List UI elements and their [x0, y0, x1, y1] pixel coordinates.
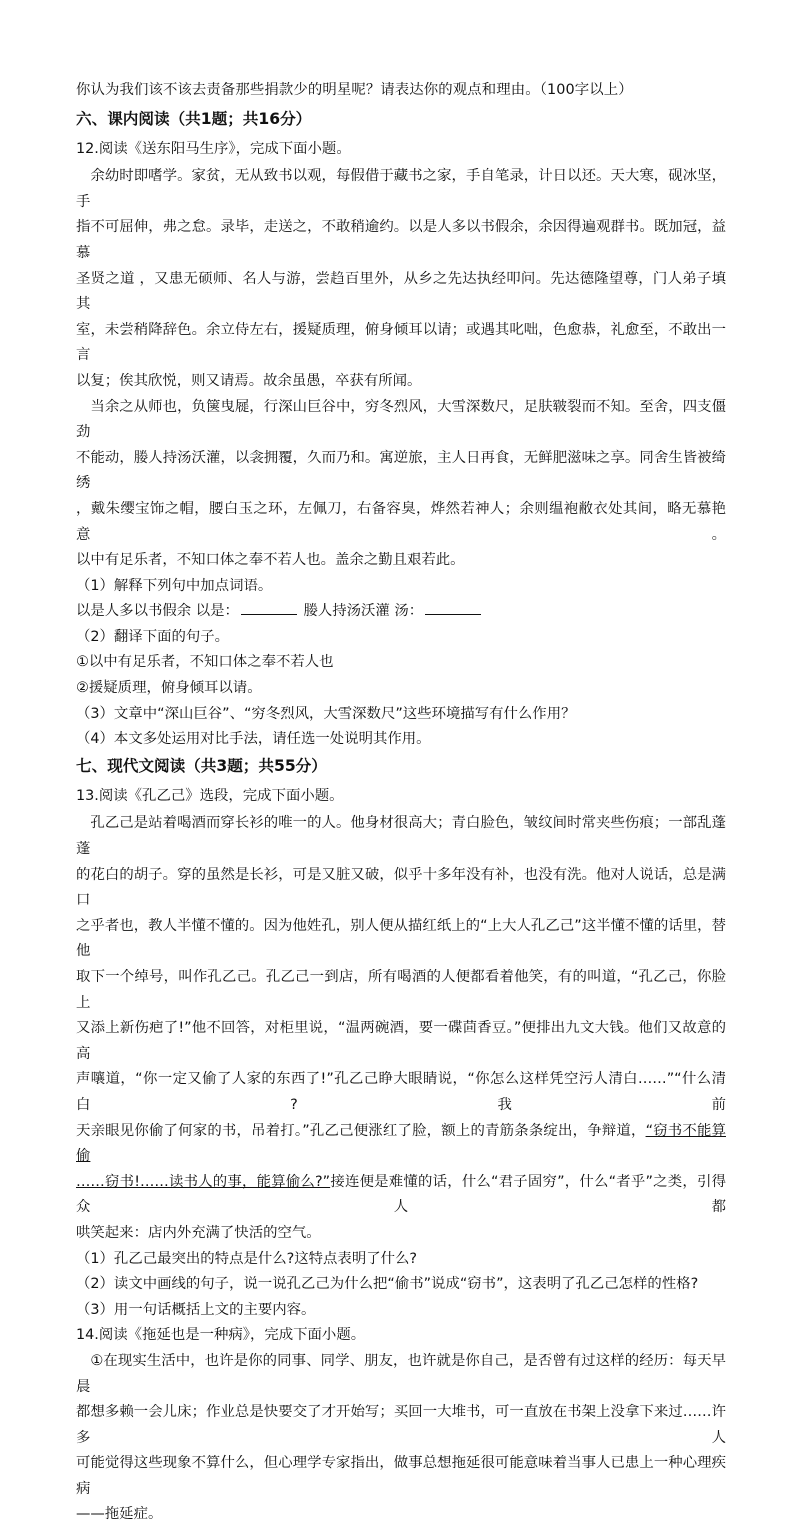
passage-line [76, 1119, 726, 1170]
answer-blank[interactable] [425, 600, 481, 615]
document-content [76, 78, 726, 1528]
passage-tuoyan [76, 1349, 726, 1528]
passage-line: 圣贤之道 ，又患无硕师、名人与游，尝趋百里外，从乡之先达执经叩问。先达德隆望尊，门人弟子填其 [76, 270, 726, 313]
answer-blank[interactable] [241, 600, 297, 615]
passage-line: 当余之从师也，负箧曳屣，行深山巨谷中，穷冬烈风，大雪深数尺，足肤皲裂而不知。至舍，四支僵劲 [76, 398, 726, 441]
question-13-prompt: 13.阅读《孔乙己》选段，完成下面小题。 [76, 787, 344, 804]
passage-line: 指不可屈伸，弗之怠。录毕，走送之，不敢稍逾约。以是人多以书假余，余因得遍观群书。既加冠，益慕 [76, 219, 726, 261]
passage-line [76, 1170, 726, 1221]
q12-sub-2-a: ①以中有足乐者，不知口体之奉不若人也 [76, 654, 334, 671]
q12-sub-2-b: ②援疑质理，俯身倾耳以请。 [76, 680, 262, 697]
passage-line: 的花白的胡子。穿的虽然是长衫，可是又脏又破，似乎十多年没有补，也没有洗。他对人说话，总是满口 [76, 866, 726, 909]
passage-line: 孔乙己是站着喝酒而穿长衫的唯一的人。他身材很高大；青白脸色，皱纹间时常夹些伤痕；一部乱蓬蓬 [76, 815, 726, 858]
underlined-sentence: ……窃书!……读书人的事，能算偷么?” [76, 1173, 331, 1190]
passage-line: 余幼时即嗜学。家贫，无从致书以观，每假借于藏书之家，手自笔录，计日以还。天大寒，砚冰坚，手 [76, 168, 726, 210]
passage-line: 可能觉得这些现象不算什么，但心理学专家指出，做事总想拖延很可能意味着当事人已患上一种心理疾病 [76, 1455, 726, 1497]
passage-line: 不能动，媵人持汤沃灌，以衾拥覆，久而乃和。寓逆旅，主人日再食，无鲜肥滋味之享。同舍生皆被绮绣 [76, 449, 726, 492]
passage-line: 以中有足乐者，不知口体之奉不若人也。盖余之勤且艰若此。 [76, 552, 465, 569]
q12-item-a: 以是人多以书假余 以是： [76, 603, 239, 620]
passage-text: 接连便是难懂的话，什么“君子固穷”，什么“者乎”之类，引得众人都 [76, 1173, 726, 1216]
q13-sub-1: （1）孔乙己最突出的特点是什么?这特点表明了什么? [76, 1250, 418, 1267]
passage-line: ，戴朱缨宝饰之帽，腰白玉之环，左佩刀，右备容臭，烨然若神人；余则缊袍敝衣处其间，略无慕艳意。 [76, 500, 726, 543]
passage-kongyiji [76, 811, 726, 1246]
passage-songdongyang [76, 164, 726, 574]
passage-line: ①在现实生活中，也许是你的同事、同学、朋友，也许就是你自己，是否曾有过这样的经历：每天早晨 [76, 1352, 726, 1395]
section-heading-6: 六、课内阅读（共1题；共16分） [76, 109, 312, 128]
section-heading-7: 七、现代文阅读（共3题；共55分） [76, 756, 327, 775]
intro-question: 你认为我们该不该去责备那些捐款少的明星呢？请表达你的观点和理由。（100字以上） [76, 82, 633, 98]
q12-sub-1: （1）解释下列句中加点词语。 [76, 577, 273, 594]
passage-line: 都想多赖一会儿床；作业总是快要交了才开始写；买回一大堆书，可一直放在书架上没拿下来过……许多人 [76, 1404, 726, 1446]
passage-line: 取下一个绰号，叫作孔乙己。孔乙己一到店，所有喝酒的人便都看着他笑，有的叫道，“孔乙己，你脸上 [76, 969, 726, 1011]
q12-sub-3: （3）文章中“深山巨谷”、“穷冬烈风，大雪深数尺”这些环境描写有什么作用？ [76, 705, 576, 722]
q13-sub-2: （2）读文中画线的句子，说一说孔乙己为什么把“偷书”说成“窃书”，这表明了孔乙己怎样的性格? [76, 1276, 699, 1293]
passage-line: ——拖延症。 [76, 1506, 163, 1523]
q12-sub-2: （2）翻译下面的句子。 [76, 628, 230, 645]
passage-text: 天亲眼见你偷了何家的书，吊着打。”孔乙己便涨红了脸，额上的青筋条条绽出，争辩道， [76, 1122, 646, 1139]
passage-line: 声嚷道，“你一定又偷了人家的东西了!”孔乙己睁大眼睛说，“你怎么这样凭空污人清白……”“什么清白?我前 [76, 1071, 726, 1113]
q13-sub-3: （3）用一句话概括上文的主要内容。 [76, 1301, 316, 1318]
passage-line: 哄笑起来：店内外充满了快活的空气。 [76, 1224, 321, 1241]
question-12-prompt: 12.阅读《送东阳马生序》，完成下面小题。 [76, 140, 351, 157]
question-14-prompt: 14.阅读《拖延也是一种病》，完成下面小题。 [76, 1327, 366, 1344]
passage-line: 之乎者也，教人半懂不懂的。因为他姓孔，别人便从描红纸上的“上大人孔乙己”这半懂不懂的话里，替他 [76, 917, 726, 960]
q12-sub-1-items [76, 599, 726, 625]
passage-line: 又添上新伤疤了!”他不回答，对柜里说，“温两碗酒，要一碟茴香豆。”便排出九文大钱。他们又故意的高 [76, 1020, 726, 1062]
underlined-sentence: “窃书不能算偷 [76, 1122, 726, 1165]
q12-item-b: 媵人持汤沃灌 汤： [303, 603, 424, 620]
passage-line: 室，未尝稍降辞色。余立侍左右，援疑质理，俯身倾耳以请；或遇其叱咄，色愈恭，礼愈至，不敢出一言 [76, 321, 726, 364]
passage-line: 以复；俟其欣悦，则又请焉。故余虽愚，卒获有所闻。 [76, 372, 422, 389]
q12-sub-4: （4）本文多处运用对比手法，请任选一处说明其作用。 [76, 731, 431, 748]
